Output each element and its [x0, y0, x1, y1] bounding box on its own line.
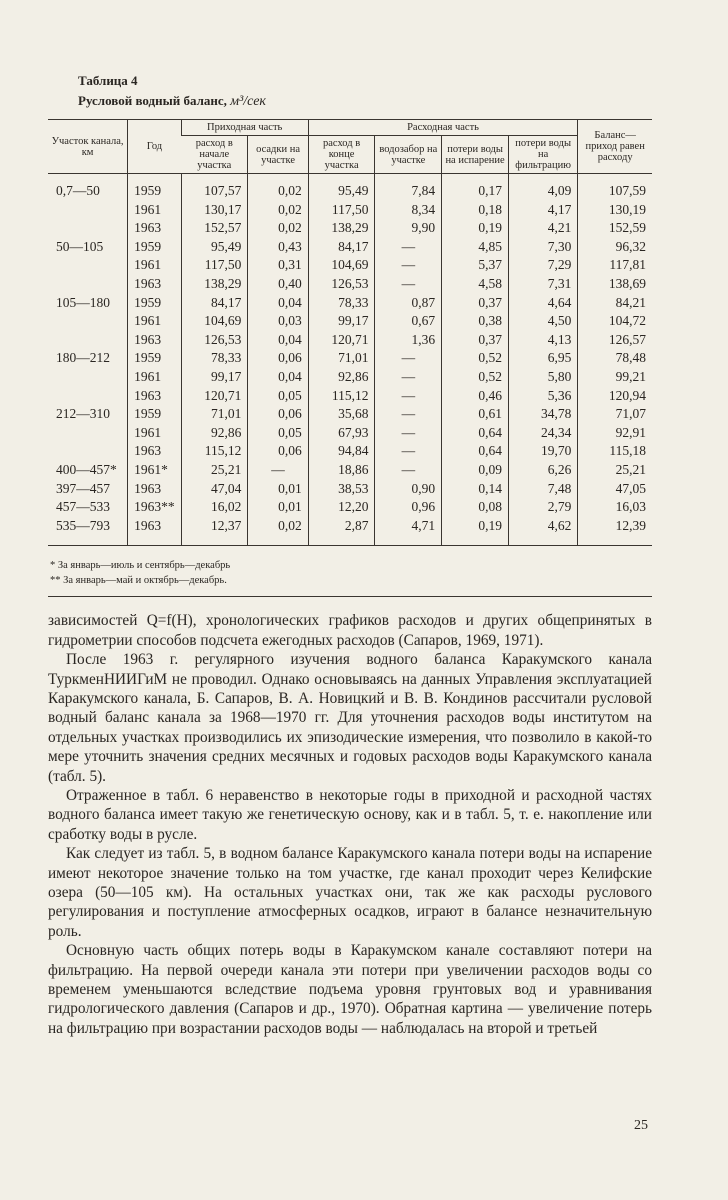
table-cell: 7,30: [508, 238, 577, 257]
table-cell: 5,37: [442, 256, 509, 275]
table-cell: 6,26: [508, 461, 577, 480]
table-cell: 7,84: [375, 174, 442, 201]
table-row: [48, 405, 652, 424]
table-cell: 34,78: [508, 405, 577, 424]
table-cell: 0,02: [248, 219, 308, 238]
table-notes: [48, 558, 652, 597]
table-cell: 117,50: [308, 201, 375, 220]
table-cell: [48, 219, 128, 238]
table-cell: 0,40: [248, 275, 308, 294]
table-cell: 0,04: [248, 331, 308, 350]
table-cell: —: [248, 461, 308, 480]
table-cell: 0,02: [248, 174, 308, 201]
table-cell: 67,93: [308, 424, 375, 443]
table-cell: 104,69: [308, 256, 375, 275]
table-cell: 7,29: [508, 256, 577, 275]
table-cell: 12,20: [308, 498, 375, 517]
paragraph-2: После 1963 г. регулярного изучения водного баланса Каракумского канала ТуркменНИИГиМ не проводил. Однако основываясь на данных Управления эксплуатацией Каракумского канала, Б. Сапаров, В. А. Новицкий и В. В. Кондинов рассчитали русловой водный баланс канала за 1968—1970 гг. Для уточнения расходов воды институтом на отдельных участках производились их эпизодические измерения, что позволило в какой-то мере уточнить значения средних месячных и годовых расходов воды Каракумского канала (табл. 5).: [48, 651, 652, 785]
table-cell: 126,53: [308, 275, 375, 294]
table-cell: 95,49: [308, 174, 375, 201]
table-row: [48, 294, 652, 313]
table-cell: 0,06: [248, 349, 308, 368]
table-row: [48, 256, 652, 275]
table-cell: 95,49: [181, 238, 248, 257]
table-cell: 96,32: [578, 238, 652, 257]
table-cell: 120,71: [308, 331, 375, 350]
table-cell: 126,57: [578, 331, 652, 350]
table-cell: 0,19: [442, 219, 509, 238]
table-cell: [48, 275, 128, 294]
table-row: [48, 517, 652, 546]
header-filtration: потери воды на фильтрацию: [508, 136, 577, 174]
table-cell: 5,36: [508, 387, 577, 406]
table-cell: 1963**: [128, 498, 182, 517]
table-cell: 1963: [128, 331, 182, 350]
table-cell: 19,70: [508, 442, 577, 461]
page-number: 25: [634, 1118, 648, 1133]
table-cell: 78,33: [181, 349, 248, 368]
table-cell: 152,59: [578, 219, 652, 238]
table-cell: 115,18: [578, 442, 652, 461]
table-cell: 535—793: [48, 517, 128, 546]
table-cell: 0,64: [442, 442, 509, 461]
table-cell: 4,09: [508, 174, 577, 201]
table-cell: 0,08: [442, 498, 509, 517]
table-cell: 50—105: [56, 238, 104, 254]
table-cell: 0,52: [442, 368, 509, 387]
table-cell: —: [375, 275, 442, 294]
table-cell: 457—533: [56, 499, 110, 515]
table-cell: —: [375, 424, 442, 443]
paragraph-5: Основную часть общих потерь воды в Каракумском канале составляют потери на фильтрацию. На первой очереди канала эти потери при увеличении расходов воды со временем уменьшаются вследствие подъема уровня грунтовых вод и уравнивания гидрологического давления (Сапаров и др., 1970). Обратная картина — увеличение потерь на фильтрацию при возрастании расходов воды — наблюдалась на второй и третьей: [48, 942, 652, 1037]
table-cell: 0,14: [442, 480, 509, 499]
table-cell: 92,86: [308, 368, 375, 387]
table-cell: 7,48: [508, 480, 577, 499]
table-cell: 92,86: [181, 424, 248, 443]
header-income-group: Приходная часть: [181, 120, 308, 136]
table-cell: 47,05: [578, 480, 652, 499]
table-cell: 130,17: [181, 201, 248, 220]
table-cell: [48, 256, 128, 275]
table-cell: 1959: [128, 349, 182, 368]
table-cell: 212—310: [56, 406, 110, 422]
table-row: [48, 275, 652, 294]
table-cell: 1961: [128, 368, 182, 387]
table-row: [48, 312, 652, 331]
table-cell: 38,53: [308, 480, 375, 499]
table-cell: 1963: [128, 442, 182, 461]
table-cell: 0,05: [248, 387, 308, 406]
table-cell: —: [375, 368, 442, 387]
table-cell: 7,31: [508, 275, 577, 294]
table-cell: 0,04: [248, 294, 308, 313]
table-cell: —: [375, 349, 442, 368]
table-cell: 0,90: [375, 480, 442, 499]
table-cell: 25,21: [578, 461, 652, 480]
table-cell: 0,96: [375, 498, 442, 517]
table-cell: 16,02: [181, 498, 248, 517]
table-cell: [48, 312, 128, 331]
table-cell: 130,19: [578, 201, 652, 220]
table-cell: 104,69: [181, 312, 248, 331]
table-cell: 99,21: [578, 368, 652, 387]
paragraph-4: Как следует из табл. 5, в водном балансе Каракумского канала потери воды на испарение имеют некоторое значение только на том участке, где канал проходит через Келифские озера (50—105 км). На остальных участках они, так же как расходы руслового регулирования и поступление атмосферных осадков, играют в балансе незначительную роль.: [48, 845, 652, 940]
table-cell: 0,01: [248, 498, 308, 517]
table-cell: 6,95: [508, 349, 577, 368]
water-balance-table: [48, 119, 652, 546]
table-cell: 0,06: [248, 405, 308, 424]
table-cell: 9,90: [375, 219, 442, 238]
header-balance: Баланс— приход равен расходу: [578, 120, 652, 174]
table-cell: 0,64: [442, 424, 509, 443]
table-cell: 0,02: [248, 517, 308, 546]
table-cell: 0,67: [375, 312, 442, 331]
table-cell: 120,94: [578, 387, 652, 406]
table-cell: 0,05: [248, 424, 308, 443]
table-cell: 138,29: [308, 219, 375, 238]
table-unit: м³/сек: [230, 94, 266, 109]
table-cell: 1961*: [128, 461, 182, 480]
paragraph-3: Отраженное в табл. 6 неравенство в некоторые годы в приходной и расходной частях водного баланса имеет такую же генетическую основу, как и в табл. 5, т. е. накопление или сработку воды в русле.: [48, 786, 652, 843]
table-row: [48, 238, 652, 257]
table-cell: 1961: [128, 201, 182, 220]
table-row: [48, 201, 652, 220]
table-cell: 12,37: [181, 517, 248, 546]
note-2: ** За январь—май и октябрь—декабрь.: [50, 575, 227, 587]
table-row: [48, 349, 652, 368]
table-cell: 400—457*: [56, 461, 117, 477]
table-cell: 117,81: [578, 256, 652, 275]
table-cell: [48, 201, 128, 220]
header-precipitation: осадки на участке: [248, 136, 308, 174]
table-cell: 4,17: [508, 201, 577, 220]
table-row: [48, 480, 652, 499]
table-cell: 104,72: [578, 312, 652, 331]
table-cell: 138,69: [578, 275, 652, 294]
table-cell: 18,86: [308, 461, 375, 480]
table-cell: 0,46: [442, 387, 509, 406]
table-cell: 16,03: [578, 498, 652, 517]
note-1: * За январь—июль и сентябрь—декабрь: [50, 560, 231, 572]
table-row: [48, 331, 652, 350]
table-body: [48, 174, 652, 546]
table-cell: 1959: [128, 294, 182, 313]
table-cell: [48, 424, 128, 443]
table-cell: 4,21: [508, 219, 577, 238]
table-cell: 105—180: [56, 294, 110, 310]
table-cell: 0,61: [442, 405, 509, 424]
table-cell: 4,85: [442, 238, 509, 257]
table-cell: 99,17: [181, 368, 248, 387]
table-cell: 0,38: [442, 312, 509, 331]
table-cell: [48, 387, 128, 406]
table-cell: 99,17: [308, 312, 375, 331]
table-cell: 0,43: [248, 238, 308, 257]
table-cell: 47,04: [181, 480, 248, 499]
table-cell: 1959: [128, 405, 182, 424]
table-row: [48, 387, 652, 406]
table-cell: 4,58: [442, 275, 509, 294]
table-cell: 2,79: [508, 498, 577, 517]
table-cell: 0,02: [248, 201, 308, 220]
table-cell: 4,13: [508, 331, 577, 350]
header-expense-group: Расходная часть: [308, 120, 578, 136]
table-cell: 0,01: [248, 480, 308, 499]
table-cell: 0,7—50: [56, 183, 100, 198]
table-cell: 1961: [128, 312, 182, 331]
table-cell: 4,64: [508, 294, 577, 313]
table-cell: 1,36: [375, 331, 442, 350]
table-cell: 1961: [128, 256, 182, 275]
table-row: [48, 461, 652, 480]
table-cell: [48, 442, 128, 461]
table-cell: 1963: [128, 517, 182, 546]
table-cell: —: [375, 442, 442, 461]
table-row: [48, 219, 652, 238]
table-cell: 2,87: [308, 517, 375, 546]
header-income-start: расход в начале участка: [181, 136, 248, 174]
table-cell: 24,34: [508, 424, 577, 443]
table-cell: 397—457: [56, 480, 110, 496]
table-cell: —: [375, 387, 442, 406]
table-cell: 0,37: [442, 331, 509, 350]
table-cell: 1963: [128, 219, 182, 238]
table-cell: 0,09: [442, 461, 509, 480]
table-cell: [48, 368, 128, 387]
table-cell: 107,57: [181, 174, 248, 201]
table-cell: 25,21: [181, 461, 248, 480]
table-cell: 94,84: [308, 442, 375, 461]
table-cell: 78,33: [308, 294, 375, 313]
table-cell: 84,17: [308, 238, 375, 257]
header-withdrawal: водозабор на участке: [375, 136, 442, 174]
table-cell: 0,19: [442, 517, 509, 546]
table-row: [48, 368, 652, 387]
paragraph-1: зависимостей Q=f(H), хронологических графиков расходов и других общепринятых в гидрометрии способов подсчета ежегодных расходов (Сапаров, 1969, 1971).: [48, 612, 652, 649]
table-cell: 0,03: [248, 312, 308, 331]
table-cell: —: [375, 461, 442, 480]
table-cell: 4,71: [375, 517, 442, 546]
table-cell: 71,01: [181, 405, 248, 424]
header-outflow-end: расход в конце участка: [308, 136, 375, 174]
header-evaporation: потери воды на испарение: [442, 136, 509, 174]
table-cell: 0,31: [248, 256, 308, 275]
table-cell: 8,34: [375, 201, 442, 220]
table-cell: 84,17: [181, 294, 248, 313]
page: [48, 72, 652, 1038]
table-cell: 71,01: [308, 349, 375, 368]
table-cell: 1963: [128, 480, 182, 499]
table-row: [48, 174, 652, 201]
table-cell: 71,07: [578, 405, 652, 424]
table-cell: 138,29: [181, 275, 248, 294]
table-cell: —: [375, 405, 442, 424]
header-section: Участок канала, км: [48, 120, 128, 174]
table-cell: 126,53: [181, 331, 248, 350]
table-cell: 84,21: [578, 294, 652, 313]
table-cell: 0,04: [248, 368, 308, 387]
table-row: [48, 424, 652, 443]
table-cell: 0,37: [442, 294, 509, 313]
body-text: [48, 611, 652, 1038]
table-cell: 0,06: [248, 442, 308, 461]
table-cell: 12,39: [578, 517, 652, 546]
table-cell: 180—212: [56, 350, 110, 366]
table-cell: 35,68: [308, 405, 375, 424]
table-cell: 0,17: [442, 174, 509, 201]
table-cell: 115,12: [181, 442, 248, 461]
table-cell: 4,62: [508, 517, 577, 546]
table-cell: 0,52: [442, 349, 509, 368]
table-cell: 92,91: [578, 424, 652, 443]
table-cell: 1963: [128, 275, 182, 294]
table-cell: 0,87: [375, 294, 442, 313]
table-cell: 152,57: [181, 219, 248, 238]
table-cell: 120,71: [181, 387, 248, 406]
table-cell: 107,59: [578, 174, 652, 201]
table-cell: 4,50: [508, 312, 577, 331]
table-cell: —: [375, 238, 442, 257]
table-cell: 0,18: [442, 201, 509, 220]
table-cell: 1959: [128, 238, 182, 257]
table-title: [78, 92, 652, 111]
table-row: [48, 498, 652, 517]
header-year: Год: [128, 120, 182, 174]
table-cell: 1959: [128, 174, 182, 201]
table-cell: 117,50: [181, 256, 248, 275]
table-cell: 1963: [128, 387, 182, 406]
table-caption: Таблица 4: [78, 73, 138, 88]
table-cell: 115,12: [308, 387, 375, 406]
table-row: [48, 442, 652, 461]
table-cell: —: [375, 256, 442, 275]
table-cell: 5,80: [508, 368, 577, 387]
table-cell: 1961: [128, 424, 182, 443]
table-title-text: Русловой водный баланс,: [78, 93, 227, 108]
table-cell: 78,48: [578, 349, 652, 368]
table-cell: [48, 331, 128, 350]
